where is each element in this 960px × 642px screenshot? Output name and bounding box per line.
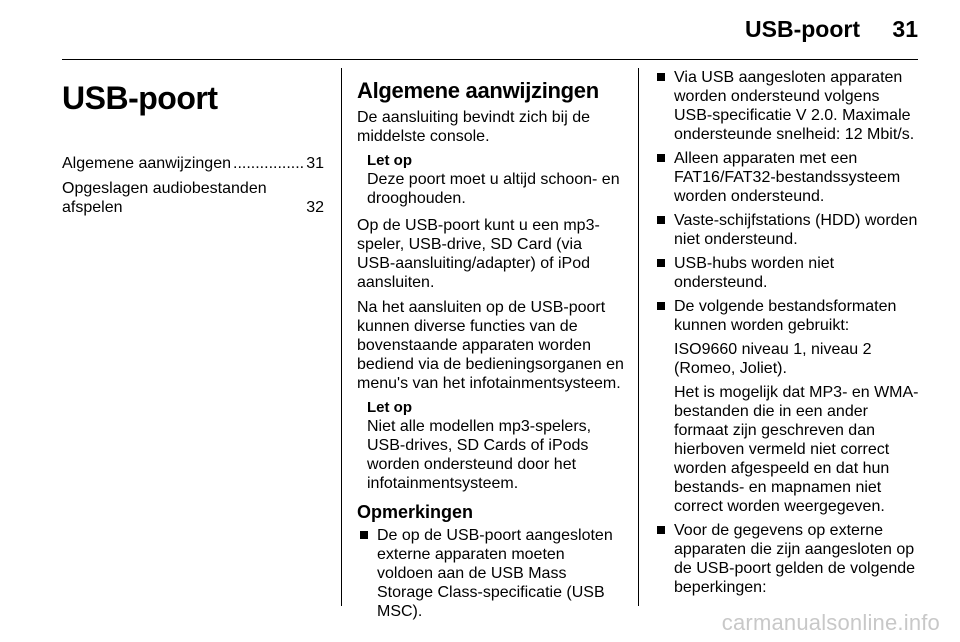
list-item-text: Voor de gegevens op externe apparaten die zijn aangesloten op de USB-poort gelden de volgende beperkingen: — [674, 522, 916, 596]
running-header-title: USB-poort — [745, 16, 860, 42]
remarks-list-continued — [654, 68, 922, 597]
list-item-text: Alleen apparaten met een FAT16/FAT32-bestandssysteem worden ondersteund. — [674, 150, 901, 205]
list-item-detail: ISO9660 niveau 1, niveau 2 (Romeo, Joliet). — [674, 341, 872, 377]
list-item — [654, 254, 922, 292]
toc-entry-text: Algemene aanwijzingen — [62, 155, 231, 172]
watermark: carmanualsonline.info — [721, 610, 940, 635]
toc-entry-page: 31 — [306, 155, 324, 172]
list-item — [654, 211, 922, 249]
section-title-general: Algemene aanwijzingen — [357, 78, 599, 103]
chapter-title: USB-poort — [62, 80, 218, 116]
bullet-icon — [360, 531, 368, 539]
bullet-icon — [657, 259, 665, 267]
remarks-list — [357, 526, 624, 621]
general-column — [357, 68, 624, 626]
paragraph: De aansluiting bevindt zich bij de middelste console. — [357, 109, 591, 145]
bullet-icon — [657, 526, 665, 534]
bullet-icon — [657, 73, 665, 81]
bullet-icon — [657, 216, 665, 224]
list-item — [357, 526, 624, 621]
note-block — [367, 399, 624, 493]
note-text: Deze poort moet u altijd schoon- en drooghouden. — [367, 171, 620, 207]
toc-leader-dots — [233, 154, 304, 173]
remarks-column — [654, 68, 922, 602]
note-title: Let op — [367, 152, 412, 169]
section-title-remarks: Opmerkingen — [357, 502, 474, 522]
paragraph: Na het aansluiten op de USB-poort kunnen diverse functies van de bovenstaande apparaten worden bediend via de bedieningsorganen en menu's van het infotainmentsysteem. — [357, 299, 624, 392]
toc-entry[interactable] — [62, 154, 324, 173]
note-title: Let op — [367, 399, 412, 416]
column-divider-right — [638, 68, 639, 606]
list-item-text: De op de USB-poort aangesloten externe apparaten moeten voldoen aan de USB Mass Storage Class-specificatie (USB MSC). — [377, 527, 613, 620]
column-divider-left — [341, 68, 342, 606]
list-item-text: USB-hubs worden niet ondersteund. — [674, 255, 835, 291]
toc-entry-text: Opgeslagen audiobestanden afspelen — [62, 180, 267, 216]
list-item — [654, 297, 922, 516]
toc-column — [62, 68, 324, 223]
bullet-icon — [657, 302, 665, 310]
list-item-text: Vaste-schijfstations (HDD) worden niet ondersteund. — [674, 212, 918, 248]
page-number: 31 — [892, 16, 918, 42]
list-item-text: De volgende bestandsformaten kunnen worden gebruikt: — [674, 298, 897, 334]
list-item-text: Via USB aangesloten apparaten worden ondersteund volgens USB-specificatie V 2.0. Maximale ondersteunde snelheid: 12 Mbit/s. — [674, 69, 915, 143]
list-item — [654, 149, 922, 206]
header-divider — [62, 59, 918, 60]
note-block — [367, 152, 624, 208]
toc-entry-page: 32 — [306, 199, 324, 216]
page-header — [0, 0, 960, 60]
bullet-icon — [657, 154, 665, 162]
list-item — [654, 68, 922, 144]
toc-entry[interactable] — [62, 179, 324, 217]
list-item-detail: Het is mogelijk dat MP3- en WMA-bestanden die in een ander formaat zijn geschreven dan hierboven vermeld niet correct worden afgespeeld en dat hun bestands- en mapnamen niet correct worden weergegeven. — [674, 384, 919, 515]
note-text: Niet alle modellen mp3-spelers, USB-drives, SD Cards of iPods worden ondersteund door het infotainmentsysteem. — [367, 418, 592, 492]
list-item — [654, 521, 922, 597]
paragraph: Op de USB-poort kunt u een mp3-speler, USB-drive, SD Card (via USB-aansluiting/adapter) of iPod aansluiten. — [357, 217, 600, 291]
